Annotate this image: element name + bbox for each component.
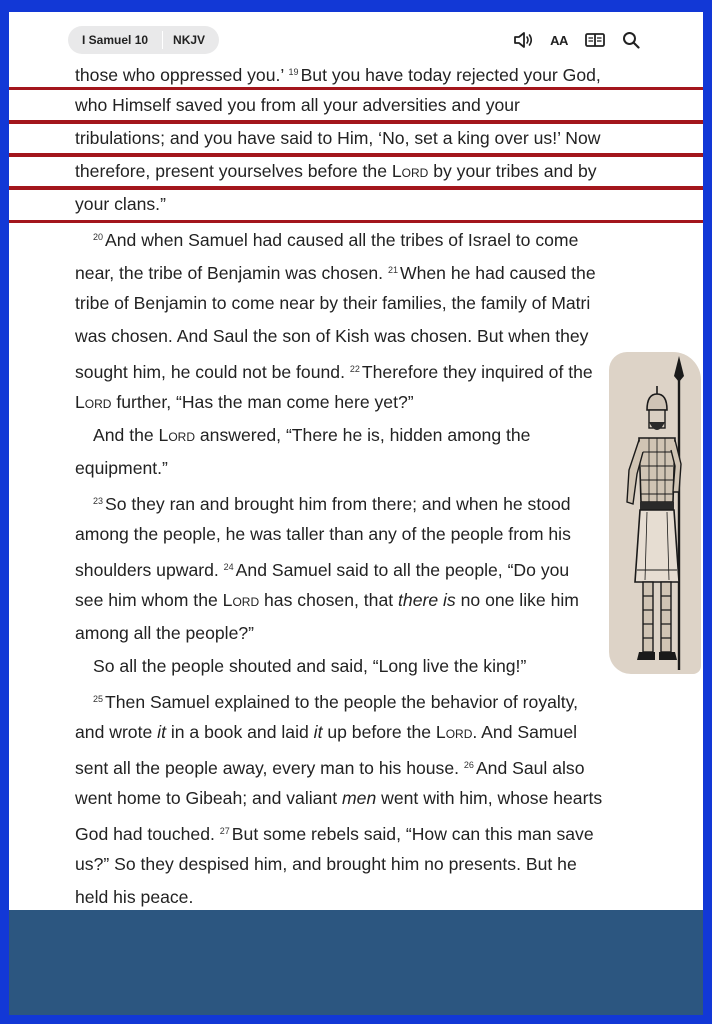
italic-text: there is [398, 590, 456, 610]
highlight-underline [9, 120, 703, 123]
verse-text: and wrote [75, 722, 158, 742]
text-size-icon[interactable]: AA [550, 32, 568, 48]
search-icon[interactable] [621, 30, 641, 50]
verse-text: So they ran and brought him from there; and when he stood [105, 494, 571, 514]
verse-text: your clans.” [75, 194, 166, 214]
italic-text: it [313, 722, 323, 742]
bottom-bar [9, 910, 703, 1015]
verse-text: And Samuel said to all the people, “Do you [235, 560, 570, 580]
reader-window [9, 12, 703, 1015]
verse-text: And the [93, 425, 159, 445]
verse-number: 23 [93, 496, 104, 506]
verse-text: see him whom the [75, 590, 223, 610]
verse-number: 22 [349, 364, 360, 374]
verse-text: Therefore they inquired of the [361, 362, 593, 382]
verse-text: But some rebels said, “How can this man save [231, 824, 594, 844]
italic-text: men [342, 788, 377, 808]
italic-text: it [157, 722, 166, 742]
verse-number: 21 [387, 265, 398, 275]
verse-text: sent all the people away, every man to his house. [75, 758, 464, 778]
text-line [75, 848, 645, 881]
text-line [75, 386, 645, 419]
verse-text: in a book and laid [165, 722, 314, 742]
verse-text: further, “Has the man come here yet?” [111, 392, 414, 412]
highlighted-text-line [75, 155, 645, 188]
speaker-icon[interactable] [513, 30, 533, 50]
book-icon[interactable] [585, 30, 605, 50]
text-line [75, 650, 645, 683]
verse-text: those who oppressed you.’ [75, 65, 289, 85]
verse-text: Then Samuel explained to the people the behavior of royalty, [105, 692, 579, 712]
scripture-text [75, 56, 645, 914]
verse-text: us?” So they despised him, and brought him no presents. But he [75, 854, 577, 874]
highlight-underline [9, 87, 703, 90]
text-line [75, 56, 645, 89]
verse-text: was chosen. And Saul the son of Kish was chosen. But when they [75, 326, 589, 346]
text-line [75, 353, 645, 386]
pill-divider [162, 31, 163, 49]
text-line [75, 518, 645, 551]
verse-text: by your tribes and by [428, 161, 597, 181]
verse-text: But you have today rejected your God, [300, 65, 601, 85]
verse-text: no one like him [455, 590, 579, 610]
verse-number: 19 [288, 67, 299, 77]
verse-text: answered, “There he is, hidden among the [195, 425, 531, 445]
verse-text: When he had caused the [399, 263, 596, 283]
verse-text: equipment.” [75, 458, 168, 478]
text-line [75, 485, 645, 518]
text-line [75, 320, 645, 353]
text-line [75, 221, 645, 254]
verse-text: who Himself saved you from all your adversities and your [75, 95, 520, 115]
verse-number: 24 [223, 562, 234, 572]
toolbar [513, 30, 641, 50]
text-line [75, 287, 645, 320]
verse-text: God had touched. [75, 824, 220, 844]
text-line [75, 815, 645, 848]
text-line [75, 452, 645, 485]
text-line [75, 551, 645, 584]
divine-name: Lord [158, 425, 195, 445]
verse-text: near, the tribe of Benjamin was chosen. [75, 263, 388, 283]
verse-text: . And Samuel [472, 722, 578, 742]
text-line [75, 617, 645, 650]
text-line [75, 782, 645, 815]
verse-text: went with him, whose hearts [376, 788, 603, 808]
verse-text: tribe of Benjamin to come near by their families, the family of Matri [75, 293, 591, 313]
text-line [75, 419, 645, 452]
verse-text: tribulations; and you have said to Him, ‘No, set a king over us!’ Now [75, 128, 601, 148]
verse-number: 25 [93, 694, 104, 704]
verse-text: up before the [322, 722, 436, 742]
divine-name: Lord [435, 722, 473, 742]
verse-text: among all the people?” [75, 623, 254, 643]
verse-number: 26 [463, 760, 474, 770]
verse-text: And when Samuel had caused all the tribes of Israel to come [105, 230, 579, 250]
verse-text: held his peace. [75, 887, 194, 907]
highlighted-text-line [75, 122, 645, 155]
passage-selector [68, 26, 219, 54]
verse-text: among the people, he was taller than any of the people from his [75, 524, 571, 544]
divine-name: Lord [75, 392, 112, 412]
verse-text: sought him, he could not be found. [75, 362, 350, 382]
highlight-underline [9, 186, 703, 189]
soldier-illustration [609, 352, 701, 674]
verse-text: So all the people shouted and said, “Long live the king!” [93, 656, 527, 676]
verse-text: therefore, present yourselves before the [75, 161, 392, 181]
divine-name: Lord [222, 590, 260, 610]
verse-number: 20 [93, 232, 104, 242]
highlighted-text-line [75, 188, 645, 221]
text-line [75, 683, 645, 716]
verse-text: has chosen, that [259, 590, 399, 610]
text-line [75, 584, 645, 617]
verse-number: 27 [219, 826, 230, 836]
text-line [75, 254, 645, 287]
text-line [75, 749, 645, 782]
book-chapter-button[interactable]: I Samuel 10 [82, 33, 149, 47]
highlight-underline [9, 153, 703, 156]
highlighted-text-line [75, 89, 645, 122]
divine-name: Lord [391, 161, 429, 181]
verse-text: went home to Gibeah; and valiant [75, 788, 343, 808]
text-line [75, 716, 645, 749]
version-button[interactable]: NKJV [173, 33, 206, 47]
top-bar [9, 12, 703, 62]
verse-text: shoulders upward. [75, 560, 224, 580]
verse-text: And Saul also [475, 758, 585, 778]
